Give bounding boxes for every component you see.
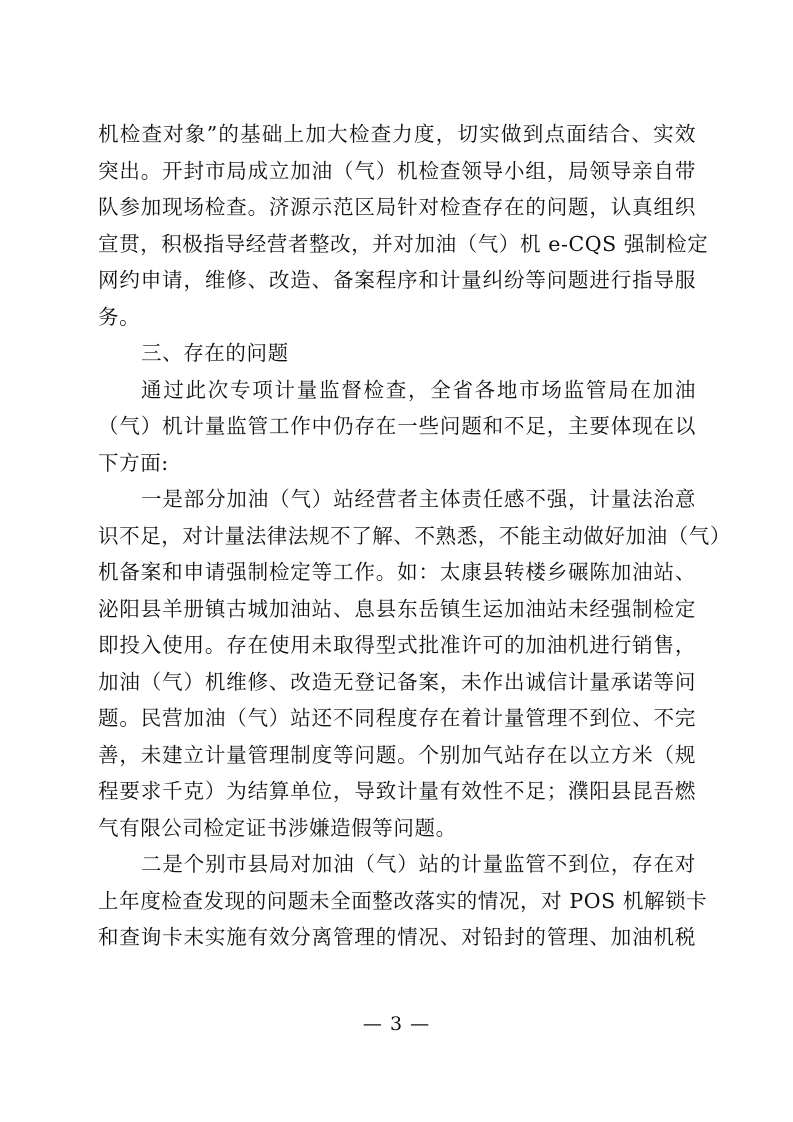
paragraph-line: 突出。开封市局成立加油（气）机检查领导小组，局领导亲自带 [98, 158, 696, 183]
paragraph-line: （气）机计量监管工作中仍存在一些问题和不足，主要体现在以 [98, 414, 696, 438]
paragraph-line: 一是部分加油（气）站经营者主体责任感不强，计量法治意 [141, 487, 696, 511]
paragraph-line: 通过此次专项计量监督检查，全省各地市场监管局在加油 [141, 377, 696, 402]
document-body [98, 116, 731, 956]
paragraph-line: 识不足，对计量法律法规不了解、不熟悉，不能主动做好加油（气） [98, 523, 731, 548]
paragraph-line: 善，未建立计量管理制度等问题。个别加气站存在以立方米（规 [98, 742, 696, 767]
paragraph-line: 题。民营加油（气）站还不同程度存在着计量管理不到位、不完 [98, 706, 696, 730]
paragraph-line: 程要求千克）为结算单位，导致计量有效性不足；濮阳县昆吾燃 [98, 779, 696, 803]
paragraph-line: 二是个别市县局对加油（气）站的计量监管不到位，存在对 [141, 852, 696, 876]
paragraph-line: 网约申请，维修、改造、备案程序和计量纠纷等问题进行指导服 [98, 268, 696, 292]
paragraph-line: 队参加现场检查。济源示范区局针对检查存在的问题，认真组织 [98, 195, 696, 219]
paragraph-line: 下方面: [98, 450, 169, 475]
section-heading: 三、存在的问题 [141, 341, 289, 365]
paragraph-line: 宣贯，积极指导经营者整改，并对加油（气）机 e-CQS 强制检定 [98, 231, 709, 256]
paragraph-line: 务。 [98, 304, 141, 329]
paragraph-line: 上年度检查发现的问题未全面整改落实的情况，对 POS 机解锁卡 [98, 888, 708, 913]
page-number: — 3 — [362, 1013, 431, 1035]
paragraph-line: 加油（气）机维修、改造无登记备案，未作出诚信计量承诺等问 [98, 669, 696, 694]
paragraph-line: 气有限公司检定证书涉嫌造假等问题。 [98, 815, 457, 840]
paragraph-line: 机检查对象”的基础上加大检查力度，切实做到点面结合、实效 [98, 122, 696, 146]
paragraph-line: 机备案和申请强制检定等工作。如：太康县转楼乡碾陈加油站、 [98, 560, 696, 584]
paragraph-line: 泌阳县羊册镇古城加油站、息县东岳镇生运加油站未经强制检定 [98, 596, 696, 621]
paragraph-line: 即投入使用。存在使用未取得型式批准许可的加油机进行销售， [98, 633, 696, 657]
paragraph-line: 和查询卡未实施有效分离管理的情况、对铅封的管理、加油机税 [98, 925, 696, 949]
